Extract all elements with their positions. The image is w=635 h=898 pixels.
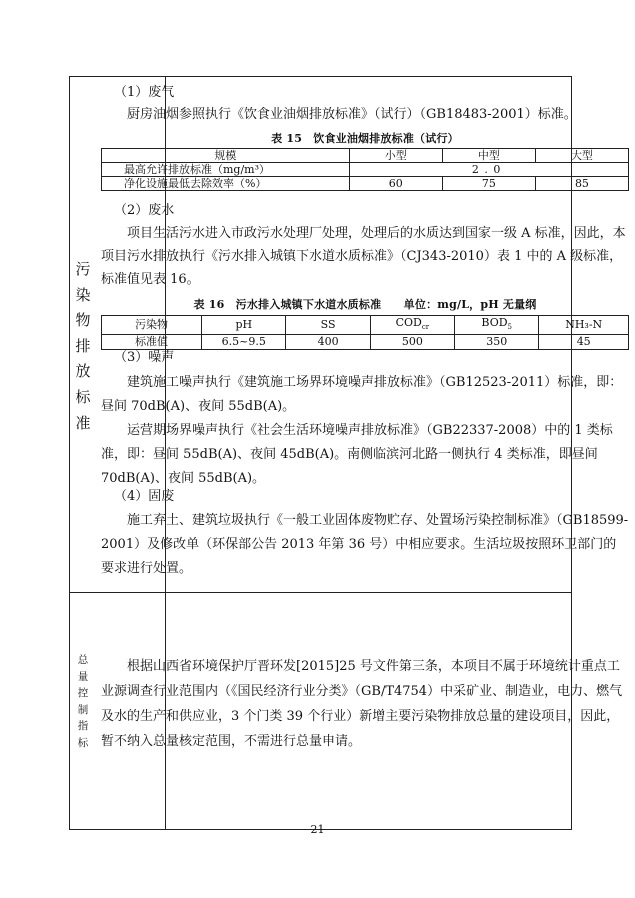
row-divider: [70, 592, 571, 593]
vertical-label-char: 指: [77, 720, 89, 732]
vertical-label-char: 量: [77, 670, 89, 683]
vertical-label-char: 制: [77, 703, 89, 716]
vertical-label-char: 排: [75, 336, 91, 355]
noise-heading: （3）噪声: [114, 350, 175, 365]
noise-construction-text: 建筑施工噪声执行《建筑施工场界环境噪声排放标准》（GB12523-2011）标准，即：昼间 70dB(A)、夜间 55dB(A)。: [101, 375, 623, 414]
total-control-text: 根据山西省环境保护厅晋环发[2015]25 号文件第三条，本项目不属于环境统计重点工业源调查行业范围内（《国民经济行业分类》（GB/T4754）中采矿业、制造业，电力、燃气及水的生产和供应业，3 个门类 39 个行业）新增主要污染物排放总量的建设项目，因此，暂不纳入总量核定范围，不需进行总量申请。: [101, 659, 623, 749]
table15-row2-label: 净化设施最低去除效率（%）: [102, 177, 350, 191]
table16-cell: 6.5~9.5: [202, 335, 286, 350]
table16-header-pollutant: 污染物: [102, 316, 202, 335]
solid-waste-text: 施工弃土、建筑垃圾执行《一般工业固体废物贮存、处置场污染控制标准》（GB18599-2001）及修改单（环保部公告 2013 年第 36 号）中相应要求。生活垃圾按照环卫部门的要求进行处置。: [101, 513, 629, 576]
pollution-standard-label: [70, 257, 96, 436]
noise-section: [101, 345, 629, 491]
table16-header-nh3n: NH₃-N: [539, 316, 629, 335]
bod-label: BOD: [481, 316, 508, 329]
table-row: [102, 177, 629, 191]
cod-label: COD: [395, 316, 422, 329]
vertical-label-char: 物: [75, 311, 91, 330]
table15-header-large: 大型: [535, 149, 628, 163]
table16-cell: 400: [286, 335, 370, 350]
table-row: [102, 316, 629, 335]
table15-cell: 85: [535, 177, 628, 191]
table16-row-label: 标准值: [102, 335, 202, 350]
vertical-label-char: 标: [75, 387, 91, 406]
waste-gas-heading: （1）废气: [114, 85, 175, 100]
waste-gas-section: [101, 82, 629, 191]
bod-subscript: 5: [507, 323, 513, 332]
page-number: 21: [310, 823, 325, 836]
table16-cell: 45: [539, 335, 629, 350]
table16-header-bod: [455, 316, 539, 335]
table-row: [102, 163, 629, 177]
cod-subscript: cr: [421, 323, 430, 332]
table16-cell: 350: [455, 335, 539, 350]
vertical-label-char: 标: [77, 736, 89, 749]
total-control-label: [70, 652, 96, 751]
solid-waste-heading: （4）固废: [114, 489, 175, 504]
vertical-label-char: 放: [75, 362, 91, 381]
table15-row1-value: 2.0: [349, 163, 628, 177]
waste-water-section: [101, 200, 629, 350]
table15-caption: 表 15 饮食业油烟排放标准（试行）: [271, 132, 459, 145]
waste-gas-text: 厨房油烟参照执行《饮食业油烟排放标准》（试行）（GB18483-2001）标准。: [127, 107, 577, 122]
waste-water-heading: （2）废水: [114, 203, 175, 218]
table15-header-scale: 规模: [102, 149, 350, 163]
vertical-label-char: 总: [77, 654, 89, 666]
waste-water-text: 项目生活污水进入市政污水处理厂处理，处理后的水质达到国家一级 A 标准，因此，本项目污水排放执行《污水排入城镇下水道水质标准》（CJ343-2010）表 1 中的 A 级标准，标准值见表 16。: [101, 226, 626, 287]
table16-header-ph: pH: [202, 316, 286, 335]
table15-header-medium: 中型: [442, 149, 535, 163]
vertical-label-char: 控: [77, 687, 89, 699]
noise-operation-text: 运营期场界噪声执行《社会生活环境噪声排放标准》（GB22337-2008）中的 1 类标准，即：昼间 55dB(A)、夜间 45dB(A)。南侧临滨河北路一侧执行 4 类标准，即昼间 70dB(A)、夜间 55dB(A)。: [101, 423, 613, 486]
vertical-label-char: 准: [75, 413, 91, 432]
table16-header-cod: [370, 316, 454, 335]
solid-waste-section: [101, 484, 629, 581]
total-control-section: [101, 654, 629, 754]
vertical-label-char: 染: [75, 285, 91, 304]
table16-cell: 500: [370, 335, 454, 350]
table15: [101, 148, 629, 191]
table16-header-ss: SS: [286, 316, 370, 335]
table-row: [102, 149, 629, 163]
vertical-label-char: 污: [75, 260, 91, 278]
table15-cell: 60: [349, 177, 442, 191]
table16-caption: 表 16 污水排入城镇下水道水质标准 单位：mg/L，pH 无量纲: [193, 298, 537, 311]
table15-row1-label: 最高允许排放标准（mg/m³）: [102, 163, 350, 177]
table15-cell: 75: [442, 177, 535, 191]
table15-header-small: 小型: [349, 149, 442, 163]
